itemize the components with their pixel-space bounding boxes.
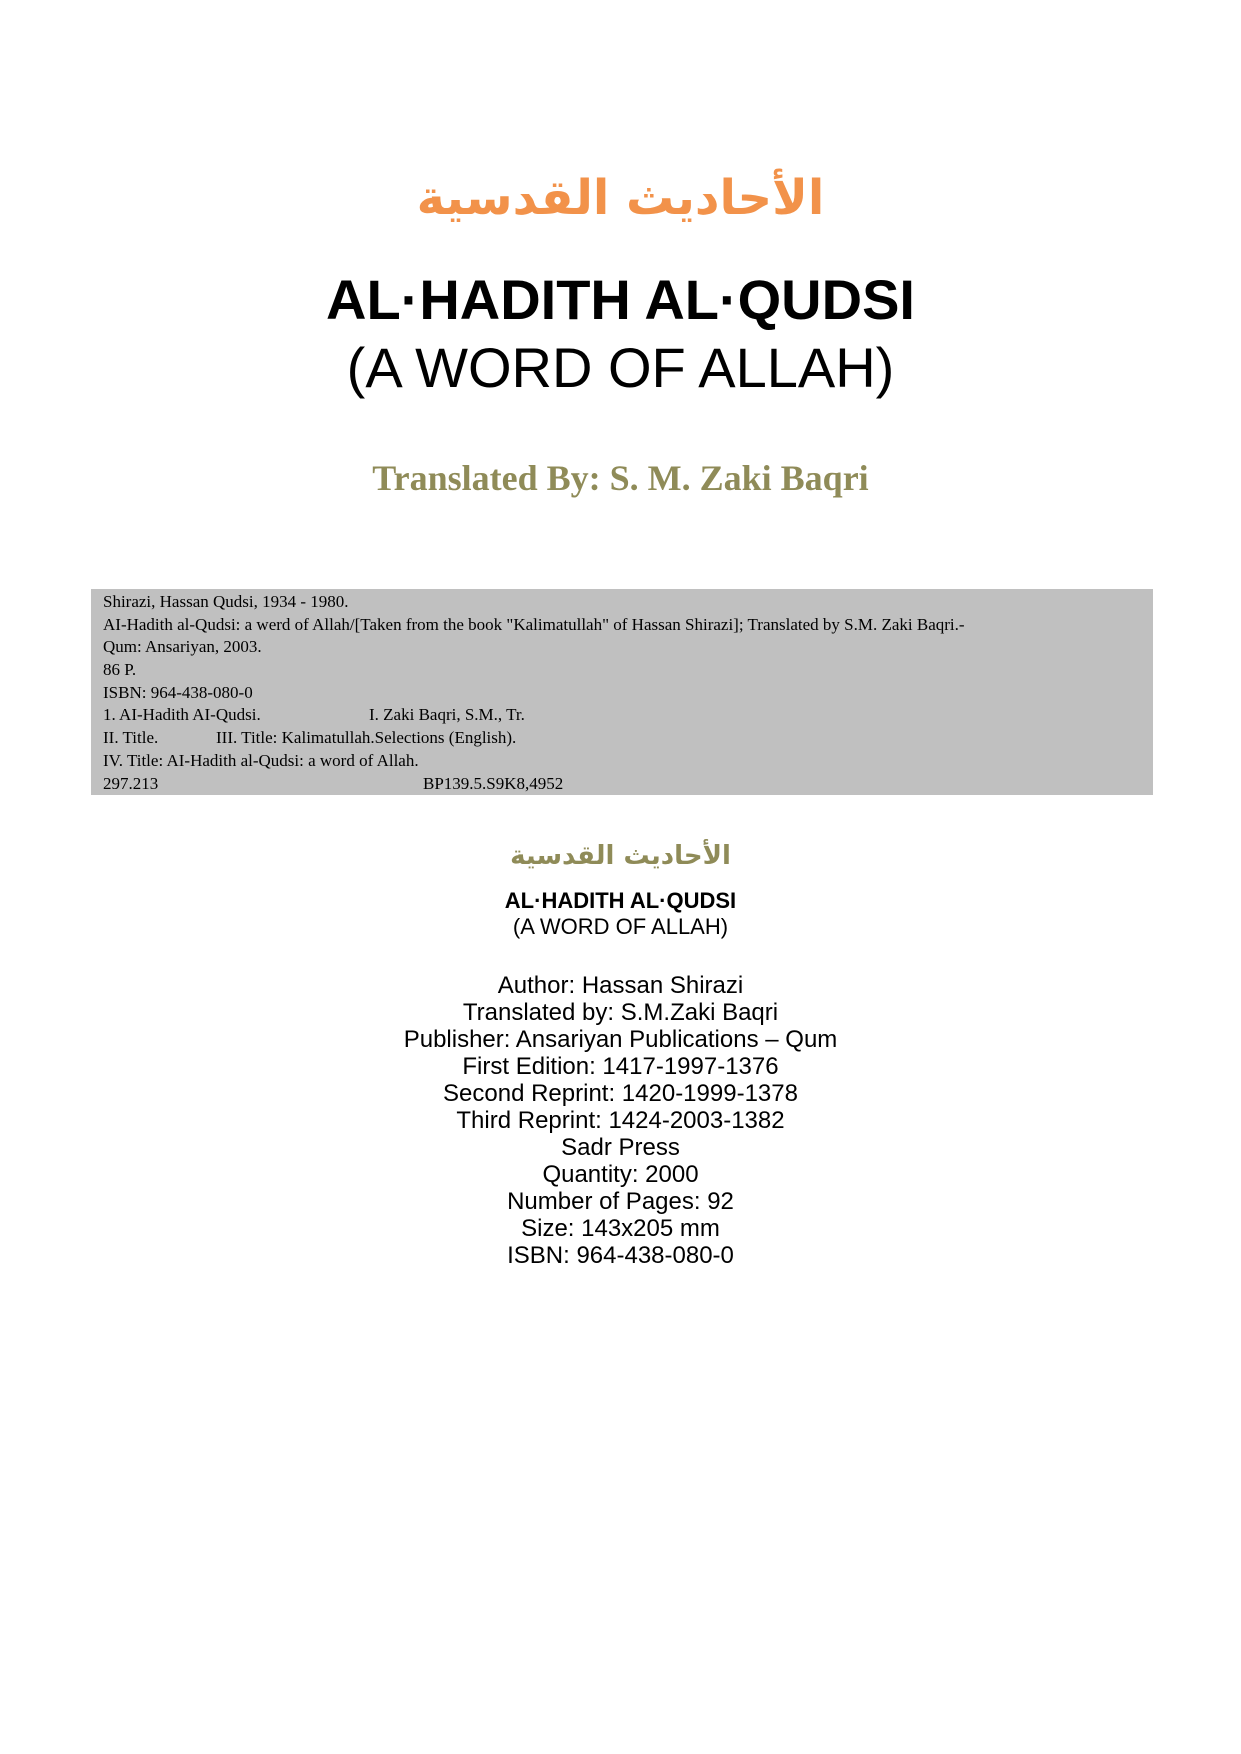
- arabic-title-main: الأحاديث القدسية: [416, 170, 825, 226]
- page-title: AL·HADITH AL·QUDSI: [326, 268, 915, 331]
- catalog-publication: Qum: Ansariyan, 2003.: [103, 637, 262, 657]
- catalog-isbn: ISBN: 964-438-080-0: [103, 682, 253, 702]
- page-subtitle: (A WORD OF ALLAH): [346, 336, 895, 399]
- catalog-author-line: Shirazi, Hassan Qudsi, 1934 - 1980.: [103, 592, 349, 611]
- arabic-title-small: الأحاديث القدسية: [510, 841, 731, 871]
- detail-isbn: ISBN: 964-438-080-0: [507, 1242, 734, 1269]
- detail-third-reprint: Third Reprint: 1424-2003-1382: [456, 1107, 785, 1134]
- catalog-title-iii: III. Title: Kalimatullah.Selections (English).: [216, 728, 517, 748]
- imprint-details: [0, 972, 1241, 1269]
- catalog-title-statement: AI-Hadith al-Qudsi: a werd of Allah/[Taken from the book "Kalimatullah" of Hassan Shirazi]; Translated by S.M. Zaki Baqri.-: [103, 614, 965, 634]
- catalog-title-iv: IV. Title: AI-Hadith al-Qudsi: a word of Allah.: [103, 750, 419, 770]
- detail-size: Size: 143x205 mm: [521, 1215, 720, 1242]
- catalog-dewey-number: 297.213: [103, 773, 159, 793]
- catalog-title-ii: II. Title.: [103, 728, 159, 748]
- catalog-pages: 86 P.: [103, 660, 137, 680]
- detail-first-edition: First Edition: 1417-1997-1376: [462, 1053, 779, 1080]
- catalog-added-author: I. Zaki Baqri, S.M., Tr.: [369, 705, 525, 725]
- imprint-title: AL·HADITH AL·QUDSI: [504, 888, 737, 913]
- catalog-title-line: [103, 727, 1141, 750]
- catalog-subject: 1. AI-Hadith AI-Qudsi.: [103, 705, 261, 725]
- detail-translator: Translated by: S.M.Zaki Baqri: [462, 999, 779, 1026]
- detail-author: Author: Hassan Shirazi: [497, 972, 744, 999]
- detail-publisher: Publisher: Ansariyan Publications – Qum: [403, 1026, 838, 1053]
- translator-credit: Translated By: S. M. Zaki Baqri: [372, 458, 869, 498]
- imprint-subtitle: (A WORD OF ALLAH): [512, 914, 729, 939]
- detail-quantity: Quantity: 2000: [542, 1161, 699, 1188]
- catalog-lc-number: BP139.5.S9K8,4952: [423, 773, 564, 793]
- catalog-class-line: [103, 773, 1141, 796]
- detail-second-reprint: Second Reprint: 1420-1999-1378: [443, 1080, 798, 1107]
- catalog-record: [91, 589, 1153, 795]
- detail-press: Sadr Press: [561, 1134, 680, 1161]
- catalog-subject-line: [103, 704, 1141, 727]
- detail-page-count: Number of Pages: 92: [507, 1188, 734, 1215]
